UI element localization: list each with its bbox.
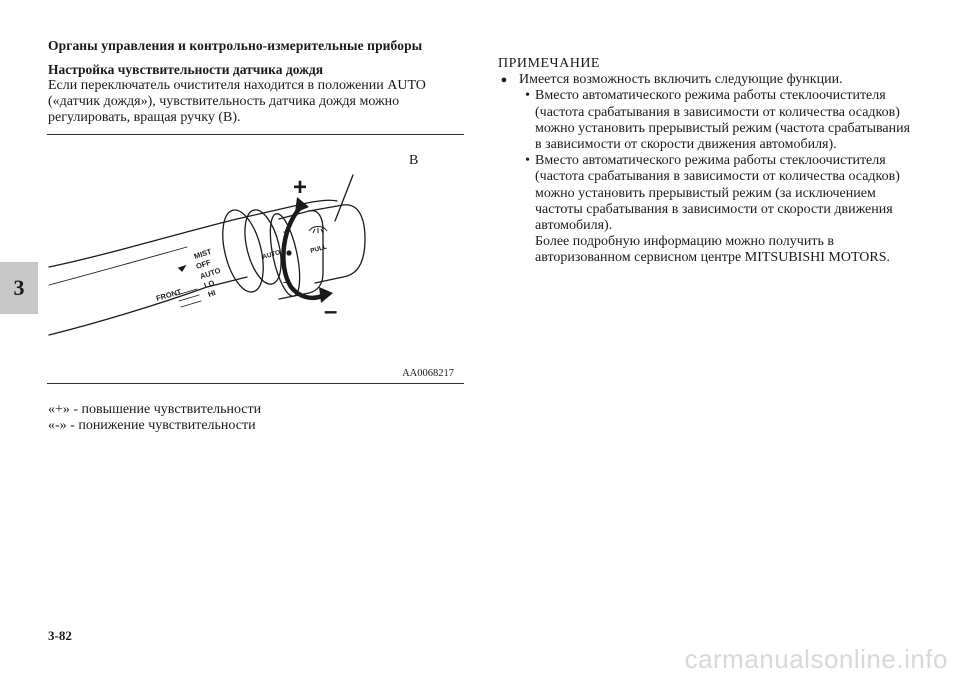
stalk-label-auto: AUTO [198,265,222,281]
stalk-label-front: FRONT [155,287,183,303]
note-item-line: в зависимости от скорости движения автомобиля). [535,137,837,153]
callout-b: B [409,153,419,168]
bullet-icon: ● [500,74,508,87]
note-title: ПРИМЕЧАНИЕ [498,56,600,71]
note-item-line: Вместо автоматического режима работы стеклоочистителя [535,153,886,169]
stalk-label-lo: LO [202,278,216,290]
note-footer-line: авторизованном сервисном центре MITSUBISHI MOTORS. [535,250,890,266]
knob-label-minus: – [283,277,289,287]
plus-sign: + [293,174,308,201]
minus-sign: – [324,298,338,325]
body-line: регулировать, вращая ручку (B). [48,110,241,125]
note-footer-line: Более подробную информацию можно получить в [535,234,834,250]
note-block [489,56,929,267]
note-item-line: можно установить прерывистый режим (частота срабатывания [535,120,911,136]
stalk-upper-edge [49,200,337,267]
legend-line-plus: «+» - повышение чувствительности [48,402,262,417]
section-title: Настройка чувствительности датчика дождя [48,62,324,77]
note-item [489,153,929,234]
knob-label-pull: PULL [309,243,328,255]
stalk-crease [49,247,187,285]
note-item-line: (частота срабатывания в зависимости от количества осадков) [535,104,900,120]
note-item-line: можно установить прерывистый режим (за исключением [535,185,876,201]
stalk-lower-edge [49,277,247,335]
body-line: («датчик дождя»), чувствительность датчика дождя можно [48,94,400,109]
chapter-tab: 3 [0,262,38,314]
knob-label-auto: AUTO [261,249,282,261]
note-main: Имеется возможность включить следующие функции. [519,72,843,88]
knob-dot [286,250,291,255]
note-footer [489,234,929,266]
note-item [489,88,929,153]
knob-label-plus: + [283,227,289,237]
wiper-switch-figure [47,134,464,384]
figure-code: AA0068217 [402,368,454,379]
left-column [48,62,468,126]
stalk-label-off: OFF [194,257,212,271]
washer-icon [309,227,327,234]
callout-leader [335,175,353,221]
watermark: carmanualsonline.info [684,644,948,674]
bullet-small-icon: • [525,88,530,104]
figure-legend [48,402,261,434]
stalk-label-hi: HI [206,288,217,299]
position-marker-triangle [179,266,185,271]
note-item-line: автомобиля). [535,218,613,234]
wiper-stalk-illustration [47,135,464,383]
stalk-label-mist: MIST [192,246,213,261]
running-header: Органы управления и контрольно-измерительные приборы [48,38,423,53]
legend-line-minus: «-» - понижение чувствительности [48,418,256,433]
body-line: Если переключатель очистителя находится в положении AUTO [48,78,426,93]
page-number: 3-82 [48,628,72,643]
note-main-row [489,72,929,88]
note-item-line: Вместо автоматического режима работы стеклоочистителя [535,88,886,104]
note-item-line: (частота срабатывания в зависимости от количества осадков) [535,169,900,185]
note-item-line: частоты срабатывания в зависимости от скорости движения [535,201,893,217]
bullet-small-icon: • [525,153,530,169]
